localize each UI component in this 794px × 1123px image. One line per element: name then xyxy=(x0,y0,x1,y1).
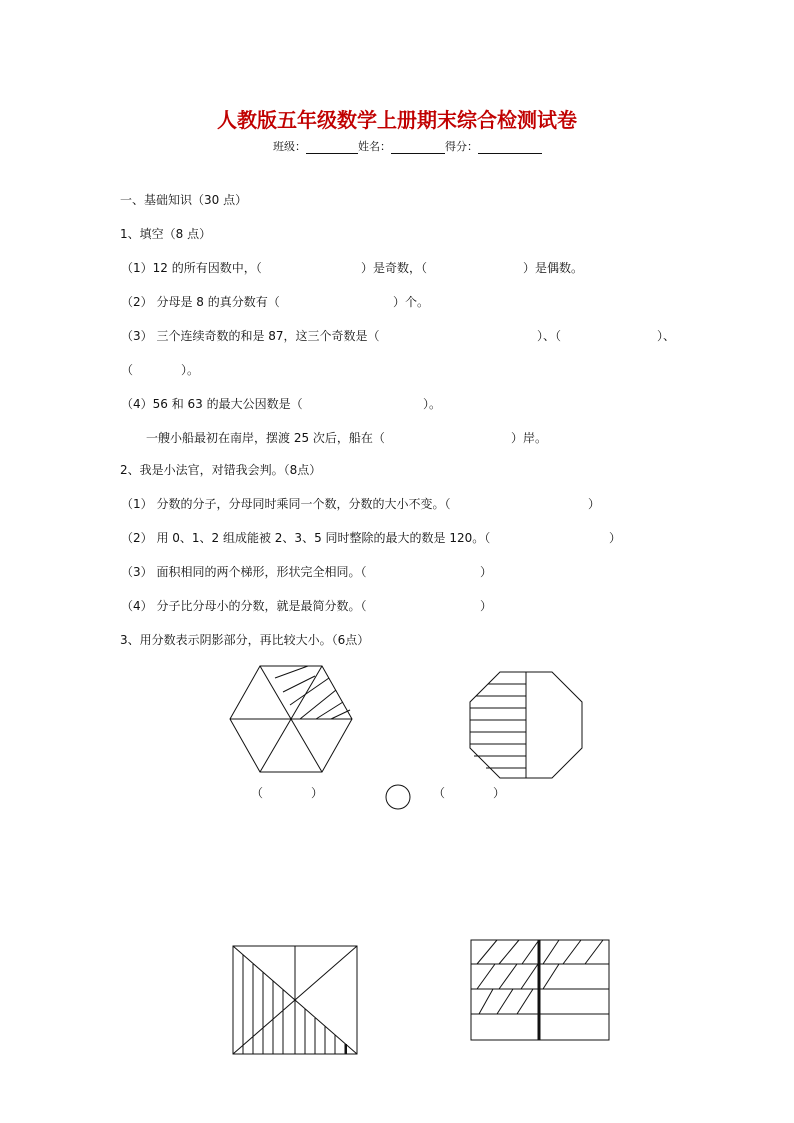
class-label: 班级： xyxy=(273,140,306,153)
q2-item2-text-a: （2） 用 0、1、2 组成能被 2、3、5 同时整除的最大的数是 120。（ xyxy=(121,531,491,545)
q1-item4-text-b: ）。 xyxy=(423,397,442,411)
q1-item1-text-c: ）是偶数。 xyxy=(523,261,584,275)
fig1-paren-open: （ xyxy=(251,786,264,800)
octagon-figure xyxy=(468,670,584,780)
score-blank[interactable] xyxy=(478,141,542,154)
q1-item3-text-b: ）、（ xyxy=(537,329,562,343)
rectangle-diagonal-figure xyxy=(231,944,359,1056)
q1-item5-text-b: ）岸。 xyxy=(511,431,548,445)
q1-item4-text-a: （4）56 和 63 的最大公因数是（ xyxy=(121,397,303,411)
q2-item3-text-b: ） xyxy=(480,565,493,579)
score-label: 得分： xyxy=(445,140,478,153)
q1-item5-text-a: 一艘小船最初在南岸，摆渡 25 次后，船在（ xyxy=(146,431,385,445)
q1-item3b-text-b: ）。 xyxy=(181,363,200,377)
page-title: 人教版五年级数学上册期末综合检测试卷 xyxy=(217,108,577,132)
q2-item1-text-a: （1） 分数的分子，分母同时乘同一个数，分数的大小不变。（ xyxy=(121,497,451,511)
q1-item1-text-a: （1）12 的所有因数中，（ xyxy=(121,261,262,275)
q1-item1-text-b: ）是奇数，（ xyxy=(361,261,428,275)
student-info-line xyxy=(273,140,542,154)
grid-rectangle-figure xyxy=(469,938,611,1042)
q2-item4-text-b: ） xyxy=(480,599,493,613)
section1-heading: 一、基础知识（30 点） xyxy=(120,193,248,207)
class-blank[interactable] xyxy=(306,141,358,154)
q2-item2-text-b: ） xyxy=(609,531,622,545)
name-label: 姓名： xyxy=(358,140,391,153)
compare-circle[interactable] xyxy=(384,783,412,811)
q2-item4-text-a: （4） 分子比分母小的分数，就是最简分数。（ xyxy=(121,599,367,613)
q1-item2-text-a: （2） 分母是 8 的真分数有（ xyxy=(121,295,280,309)
q1-item2-text-b: ）个。 xyxy=(393,295,430,309)
q2-heading: 2、我是小法官，对错我会判。（8点） xyxy=(120,463,322,477)
name-blank[interactable] xyxy=(391,141,445,154)
q1-item3-text-a: （3） 三个连续奇数的和是 87，这三个奇数是（ xyxy=(121,329,380,343)
q1-item3b-text-a: （ xyxy=(121,363,134,377)
q1-heading: 1、填空（8 点） xyxy=(120,227,212,241)
q2-item3-text-a: （3） 面积相同的两个梯形，形状完全相同。（ xyxy=(121,565,367,579)
fig2-paren-open: （ xyxy=(433,786,446,800)
fig2-paren-close: ） xyxy=(493,786,506,800)
hexagon-figure xyxy=(228,664,354,774)
q2-item1-text-b: ） xyxy=(588,497,601,511)
q3-heading: 3、用分数表示阴影部分，再比较大小。（6点） xyxy=(120,633,370,647)
fig1-paren-close: ） xyxy=(311,786,324,800)
q1-item3-text-c: ）、 xyxy=(657,329,676,343)
